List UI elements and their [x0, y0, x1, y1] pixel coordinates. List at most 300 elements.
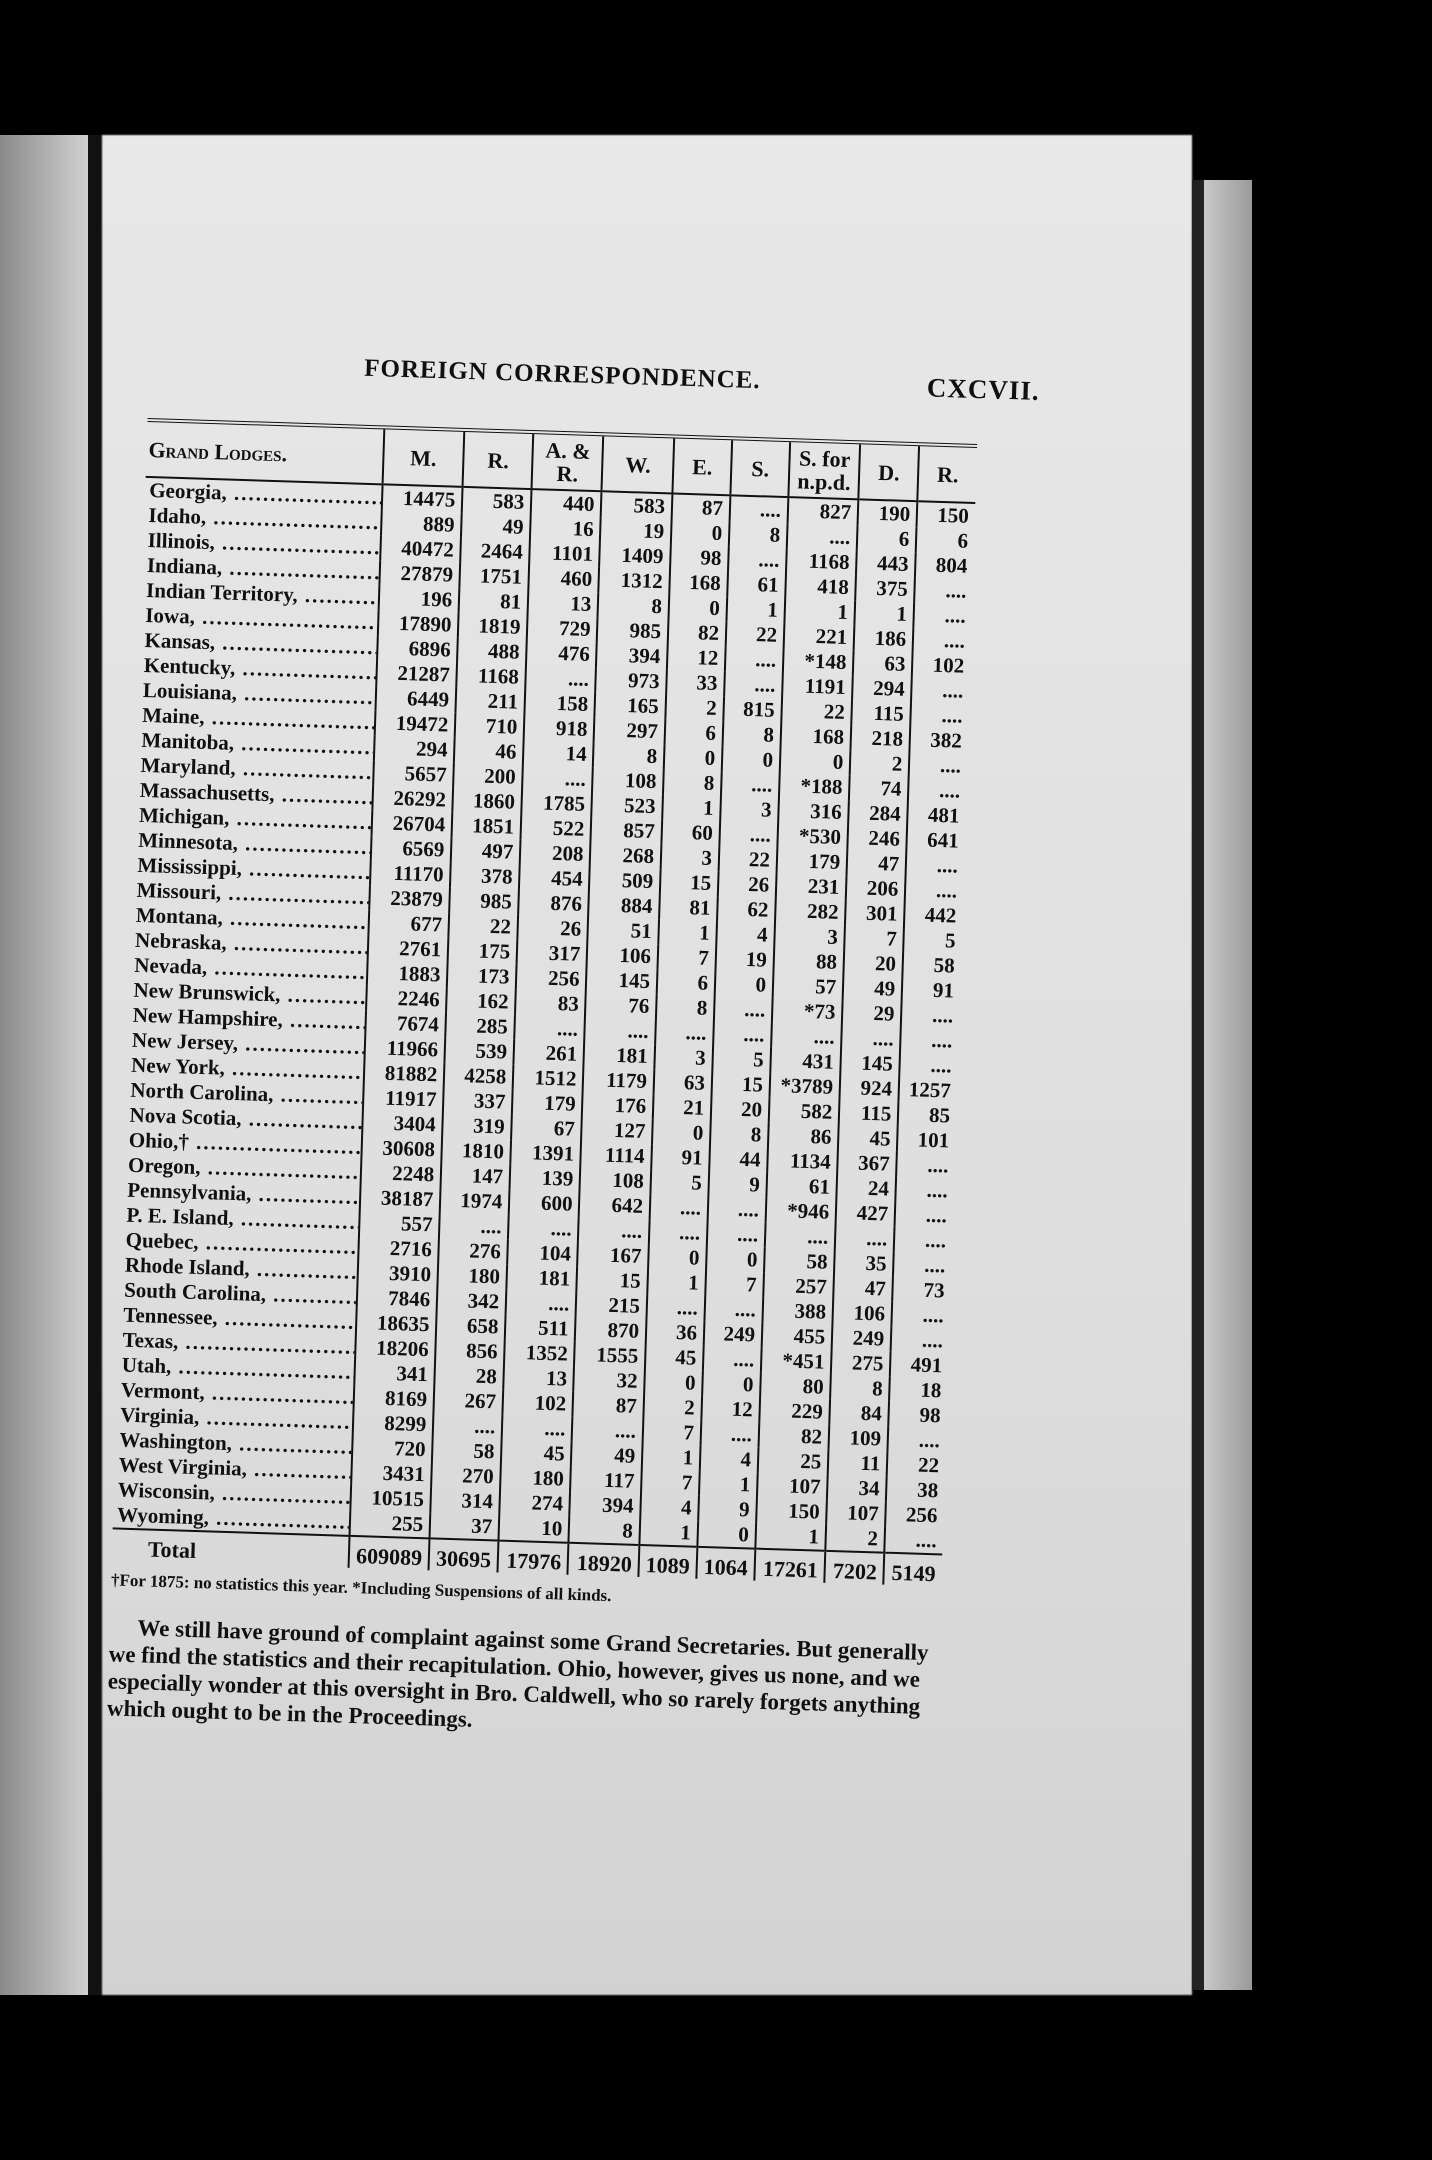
table-cell: 2761 — [367, 935, 448, 963]
table-cell: 22 — [887, 1452, 946, 1479]
table-cell: 0 — [697, 1521, 756, 1549]
table-cell: 1785 — [522, 790, 593, 817]
table-cell: 7 — [643, 1419, 702, 1446]
table-cell: .... — [906, 852, 965, 879]
grand-lodge-name: Maine, ..... — [142, 703, 375, 735]
table-cell: 25 — [758, 1448, 829, 1475]
table-cell: 180 — [500, 1465, 571, 1492]
grand-lodge-name: Mississippi, ..... — [137, 853, 370, 885]
table-cell: 1751 — [460, 563, 530, 590]
grand-lodge-name: Nebraska, ..... — [135, 928, 368, 960]
table-cell: 10515 — [350, 1485, 431, 1513]
total-cell: 1089 — [638, 1545, 697, 1579]
table-cell: 1312 — [599, 567, 670, 594]
table-cell: 316 — [778, 798, 849, 825]
table-cell: 641 — [907, 827, 966, 854]
table-cell: 677 — [368, 910, 449, 938]
grand-lodge-name: Montana, ..... — [136, 903, 369, 935]
table-cell: .... — [895, 1202, 954, 1229]
table-cell: .... — [721, 771, 780, 798]
table-cell: 62 — [717, 896, 776, 923]
table-cell: .... — [708, 1196, 767, 1223]
table-cell: 539 — [445, 1038, 515, 1065]
table-cell: 2464 — [460, 538, 530, 565]
table-cell: 26 — [718, 871, 777, 898]
grand-lodge-name: Massachusetts, ..... — [139, 778, 372, 810]
table-cell: 11170 — [370, 860, 451, 888]
table-cell: 1352 — [504, 1340, 575, 1367]
table-cell: 63 — [853, 650, 913, 677]
table-cell: 13 — [528, 590, 599, 617]
table-cell: 876 — [518, 890, 589, 917]
grand-lodge-name: Nova Scotia, ..... — [129, 1103, 362, 1135]
table-cell: 150 — [756, 1498, 827, 1525]
table-cell: 658 — [436, 1312, 506, 1339]
table-cell: .... — [896, 1152, 955, 1179]
table-cell: 8169 — [353, 1385, 434, 1413]
table-cell: 35 — [834, 1250, 894, 1277]
table-cell: 268 — [590, 842, 661, 869]
table-cell: 5657 — [373, 760, 454, 788]
table-cell: 0 — [644, 1369, 703, 1396]
table-cell: 884 — [589, 892, 660, 919]
table-cell: 98 — [670, 544, 729, 571]
table-cell: 1257 — [899, 1077, 958, 1104]
table-cell: 1179 — [583, 1067, 654, 1094]
table-cell: 0 — [664, 744, 723, 771]
table-cell: 173 — [447, 963, 517, 990]
table-cell: 91 — [651, 1144, 710, 1171]
table-cell: 13 — [503, 1365, 574, 1392]
table-cell: 1 — [699, 1471, 758, 1498]
table-cell: 2716 — [358, 1235, 439, 1263]
table-cell: 16 — [530, 515, 601, 542]
table-cell: 21287 — [376, 660, 457, 688]
grand-lodge-name: Kentucky, ..... — [143, 653, 376, 685]
table-cell: 12 — [701, 1396, 760, 1423]
table-cell: 5 — [650, 1169, 709, 1196]
table-cell: 256 — [885, 1502, 944, 1529]
table-cell: 7846 — [356, 1285, 437, 1313]
grand-lodge-name: New Hampshire, ..... — [132, 1003, 365, 1035]
table-cell: 973 — [596, 667, 667, 694]
table-cell: .... — [908, 777, 967, 804]
grand-lodge-name: Illinois, ..... — [147, 528, 380, 560]
table-cell: 11966 — [364, 1035, 445, 1063]
table-cell: 9 — [698, 1496, 757, 1523]
table-cell: 4 — [700, 1446, 759, 1473]
table-cell: 158 — [525, 690, 596, 717]
grand-lodge-name: West Virginia, ..... — [118, 1453, 351, 1485]
table-cell: *451 — [761, 1348, 832, 1375]
table-cell: 47 — [833, 1275, 893, 1302]
table-cell: 4 — [640, 1494, 699, 1521]
table-cell: *946 — [766, 1198, 837, 1225]
column-header-a-r: A. & R. — [532, 434, 604, 491]
table-cell: .... — [899, 1052, 958, 1079]
table-cell: 34 — [827, 1475, 887, 1502]
table-cell: 2248 — [360, 1160, 441, 1188]
table-cell: 1512 — [513, 1065, 584, 1092]
table-cell: 4258 — [444, 1063, 514, 1090]
table-cell: 8 — [593, 742, 664, 769]
table-footnote: †For 1875: no statistics this year. *Including Suspensions of all kinds. — [110, 1570, 612, 1606]
table-cell: 6569 — [370, 835, 451, 863]
table-cell: 2246 — [366, 985, 447, 1013]
table-cell: 270 — [431, 1462, 501, 1489]
table-cell: 8 — [723, 721, 782, 748]
table-cell: 15 — [660, 869, 719, 896]
table-cell: 175 — [448, 938, 518, 965]
table-cell: 165 — [595, 692, 666, 719]
table-cell: 18635 — [355, 1310, 436, 1338]
table-cell: 4 — [716, 921, 775, 948]
grand-lodge-name: Michigan, ..... — [139, 803, 372, 835]
table-cell: .... — [578, 1217, 649, 1244]
table-cell: 58 — [432, 1437, 502, 1464]
table-cell: 88 — [773, 948, 844, 975]
table-cell: .... — [913, 627, 972, 654]
table-cell: 208 — [520, 840, 591, 867]
table-cell: 147 — [441, 1163, 511, 1190]
table-cell: 294 — [852, 675, 912, 702]
table-cell: 6 — [665, 719, 724, 746]
grand-lodge-name: P. E. Island, ..... — [126, 1203, 359, 1235]
table-cell: 720 — [351, 1435, 432, 1463]
table-cell: 454 — [519, 865, 590, 892]
grand-lodge-name: Wisconsin, ..... — [117, 1478, 350, 1510]
table-cell: 29 — [842, 1000, 902, 1027]
total-cell: 30695 — [429, 1538, 499, 1572]
table-cell: 7 — [844, 925, 904, 952]
table-cell: 440 — [531, 489, 602, 517]
table-cell: 81 — [659, 894, 718, 921]
table-cell: 26704 — [371, 810, 452, 838]
table-cell: .... — [704, 1296, 763, 1323]
table-cell: 375 — [855, 575, 915, 602]
table-cell: *3789 — [770, 1073, 841, 1100]
table-cell: 38187 — [359, 1185, 440, 1213]
table-cell: 176 — [582, 1092, 653, 1119]
table-cell: 36 — [646, 1319, 705, 1346]
table-cell: 1555 — [574, 1342, 645, 1369]
table-cell: 26292 — [372, 785, 453, 813]
table-cell: 523 — [592, 792, 663, 819]
table-cell: 10 — [499, 1515, 570, 1543]
grand-lodge-name: Washington, ..... — [119, 1428, 352, 1460]
table-cell: 481 — [907, 802, 966, 829]
table-cell: 342 — [437, 1288, 507, 1315]
table-cell: 60 — [661, 819, 720, 846]
table-cell: 443 — [856, 550, 916, 577]
table-cell: 1883 — [366, 960, 447, 988]
table-cell: 7 — [705, 1271, 764, 1298]
table-cell: 11 — [828, 1450, 888, 1477]
page-number: CXCVII. — [926, 372, 1041, 406]
table-cell: 827 — [788, 497, 859, 525]
table-cell: 44 — [709, 1146, 768, 1173]
table-cell: .... — [572, 1417, 643, 1444]
table-cell: 20 — [844, 950, 904, 977]
table-cell: 15 — [577, 1267, 648, 1294]
table-cell: 857 — [591, 817, 662, 844]
table-cell: .... — [713, 1021, 772, 1048]
table-cell: 33 — [666, 669, 725, 696]
table-cell: 145 — [586, 967, 657, 994]
table-cell: 115 — [839, 1100, 899, 1127]
table-cell: 108 — [580, 1167, 651, 1194]
table-cell: .... — [901, 1002, 960, 1029]
table-cell: 261 — [514, 1040, 585, 1067]
table-cell: 274 — [500, 1490, 571, 1517]
table-cell: 82 — [668, 619, 727, 646]
table-cell: 45 — [501, 1440, 572, 1467]
table-cell: 179 — [512, 1090, 583, 1117]
table-cell: 57 — [773, 973, 844, 1000]
table-cell: 1168 — [786, 548, 857, 575]
table-cell: .... — [894, 1227, 953, 1254]
table-cell: 8 — [663, 769, 722, 796]
table-cell: 49 — [843, 975, 903, 1002]
table-cell: .... — [719, 821, 778, 848]
table-cell: 19472 — [374, 710, 455, 738]
grand-lodge-name: Oregon, ..... — [128, 1153, 361, 1185]
table-cell: 58 — [903, 952, 962, 979]
table-cell: .... — [885, 1527, 944, 1555]
table-cell: 22 — [449, 913, 519, 940]
table-cell: 6 — [916, 527, 975, 554]
table-cell: 30608 — [361, 1135, 442, 1163]
book-gutter — [88, 135, 102, 1995]
column-header-d: D. — [859, 444, 920, 501]
table-cell: .... — [905, 877, 964, 904]
table-cell: 3 — [661, 844, 720, 871]
table-cell: 249 — [704, 1321, 763, 1348]
grand-lodge-name: Quebec, ..... — [125, 1228, 358, 1260]
table-cell: 46 — [454, 738, 524, 765]
table-cell: 12 — [667, 644, 726, 671]
table-cell: 14 — [523, 740, 594, 767]
table-cell: 367 — [837, 1150, 897, 1177]
table-cell: 431 — [770, 1048, 841, 1075]
table-cell: .... — [585, 1017, 656, 1044]
table-cell: 1114 — [581, 1142, 652, 1169]
table-cell: 3 — [720, 796, 779, 823]
table-cell: 710 — [455, 713, 525, 740]
table-cell: .... — [914, 602, 973, 629]
table-cell: 6 — [857, 525, 917, 552]
table-cell: .... — [439, 1213, 509, 1240]
table-cell: 583 — [462, 487, 532, 515]
table-cell: 61 — [727, 571, 786, 598]
table-cell: 0 — [706, 1246, 765, 1273]
table-cell: 40472 — [380, 535, 461, 563]
table-cell: 511 — [505, 1315, 576, 1342]
table-cell: 81 — [459, 588, 529, 615]
table-cell: 256 — [516, 965, 587, 992]
column-header-w: W. — [602, 436, 674, 493]
table-cell: 8 — [598, 592, 669, 619]
table-cell: 180 — [438, 1263, 508, 1290]
table-cell: 257 — [763, 1273, 834, 1300]
table-cell: 804 — [915, 552, 974, 579]
table-cell: 196 — [378, 585, 459, 613]
grand-lodge-name: Missouri, ..... — [136, 878, 369, 910]
table-cell: 0 — [648, 1244, 707, 1271]
table-cell: .... — [896, 1177, 955, 1204]
table-cell: 218 — [851, 725, 911, 752]
table-cell: 2 — [643, 1394, 702, 1421]
table-cell: .... — [765, 1223, 836, 1250]
table-cell: 1819 — [458, 613, 528, 640]
table-cell: 106 — [833, 1300, 893, 1327]
table-cell: 179 — [777, 848, 848, 875]
table-cell: 18 — [889, 1377, 948, 1404]
table-cell: 21 — [653, 1094, 712, 1121]
page-content — [106, 340, 1050, 1773]
table-cell: 150 — [917, 501, 976, 529]
table-cell: 282 — [775, 898, 846, 925]
table-cell: 139 — [510, 1165, 581, 1192]
table-cell: .... — [725, 646, 784, 673]
table-cell: .... — [911, 677, 970, 704]
table-cell: 557 — [359, 1210, 440, 1238]
table-cell: .... — [728, 546, 787, 573]
table-cell: *188 — [779, 773, 850, 800]
table-cell: 11917 — [362, 1085, 443, 1113]
table-cell: .... — [909, 752, 968, 779]
table-cell: 1 — [658, 919, 717, 946]
total-cell: 17261 — [754, 1549, 825, 1583]
table-cell: 246 — [848, 825, 908, 852]
table-cell: 856 — [435, 1337, 505, 1364]
table-cell: 91 — [902, 977, 961, 1004]
table-cell: 9 — [708, 1171, 767, 1198]
table-cell: 22 — [781, 698, 852, 725]
grand-lodge-name: Wyoming, ..... — [117, 1503, 350, 1536]
table-cell: 145 — [840, 1050, 900, 1077]
table-cell: 181 — [584, 1042, 655, 1069]
grand-lodge-name: Virginia, ..... — [120, 1403, 353, 1435]
table-cell: 1974 — [440, 1188, 510, 1215]
table-cell: 815 — [723, 696, 782, 723]
table-cell: .... — [893, 1252, 952, 1279]
table-cell: 3 — [774, 923, 845, 950]
table-cell: 918 — [524, 715, 595, 742]
table-cell: 38 — [886, 1477, 945, 1504]
table-cell: 8 — [656, 994, 715, 1021]
table-cell: 382 — [910, 727, 969, 754]
table-cell: .... — [891, 1327, 950, 1354]
table-cell: 341 — [354, 1360, 435, 1388]
grand-lodge-name: Ohio,† ..... — [128, 1128, 361, 1160]
table-cell: 104 — [507, 1240, 578, 1267]
grand-lodge-name: New Jersey, ..... — [132, 1028, 365, 1060]
table-cell: 491 — [890, 1352, 949, 1379]
grand-lodge-name: Pennsylvania, ..... — [127, 1178, 360, 1210]
table-cell: 297 — [594, 717, 665, 744]
table-cell: 1851 — [452, 813, 522, 840]
table-cell: .... — [522, 765, 593, 792]
table-cell: 249 — [832, 1325, 892, 1352]
table-cell: 1 — [726, 596, 785, 623]
table-cell: 74 — [849, 775, 909, 802]
grand-lodge-name: Idaho, ..... — [148, 503, 381, 535]
table-cell: 80 — [760, 1373, 831, 1400]
table-cell: 0 — [722, 746, 781, 773]
table-cell: 583 — [601, 491, 672, 519]
table-cell: 200 — [453, 763, 523, 790]
table-cell: .... — [707, 1221, 766, 1248]
table-cell: 67 — [511, 1115, 582, 1142]
table-cell: 427 — [836, 1200, 896, 1227]
table-cell: 211 — [456, 688, 526, 715]
table-cell: 32 — [574, 1367, 645, 1394]
table-cell: .... — [701, 1421, 760, 1448]
table-cell: 101 — [897, 1127, 956, 1154]
table-cell: 49 — [571, 1442, 642, 1469]
table-cell: 167 — [578, 1242, 649, 1269]
table-cell: 37 — [430, 1512, 500, 1540]
table-cell: .... — [888, 1427, 947, 1454]
grand-lodge-name: Iowa, ..... — [145, 603, 378, 634]
table-cell: 186 — [854, 625, 914, 652]
table-cell: 168 — [669, 569, 728, 596]
table-cell: 442 — [904, 902, 963, 929]
table-cell: 85 — [898, 1102, 957, 1129]
grand-lodge-name: Tennessee, ..... — [123, 1303, 356, 1335]
table-cell: 889 — [381, 510, 462, 538]
grand-lodge-name: North Carolina, ..... — [130, 1078, 363, 1110]
table-cell: 221 — [784, 623, 855, 650]
table-cell: 8 — [729, 521, 788, 548]
table-cell: .... — [841, 1025, 901, 1052]
table-cell: 1391 — [511, 1140, 582, 1167]
table-cell: 394 — [570, 1492, 641, 1519]
table-cell: 3 — [654, 1044, 713, 1071]
table-cell: 1 — [784, 598, 855, 625]
total-cell: 5149 — [884, 1553, 943, 1587]
table-cell: 1 — [855, 600, 915, 627]
grand-lodge-name: Vermont, ..... — [121, 1378, 354, 1410]
table-cell: 58 — [764, 1248, 835, 1275]
table-body — [113, 477, 976, 1555]
table-cell: 87 — [672, 493, 731, 521]
table-cell: 22 — [719, 846, 778, 873]
table-cell: 1191 — [782, 673, 853, 700]
column-header-e: E. — [672, 439, 732, 496]
grand-lodge-name: New Brunswick, ..... — [133, 978, 366, 1010]
grand-lodge-name: South Carolina, ..... — [124, 1278, 357, 1310]
statistics-table — [112, 422, 977, 1587]
table-cell: 314 — [431, 1487, 501, 1514]
column-header-m: M. — [382, 429, 464, 487]
table-cell: 1 — [647, 1269, 706, 1296]
table-cell: 337 — [443, 1088, 513, 1115]
grand-lodge-name: Indian Territory, ..... — [146, 578, 379, 610]
table-cell: 3404 — [362, 1110, 443, 1138]
total-cell: 17976 — [498, 1541, 569, 1575]
table-cell: 294 — [373, 735, 454, 763]
table-cell: 109 — [829, 1425, 889, 1452]
total-cell: 18920 — [568, 1543, 640, 1577]
table-cell: 6 — [657, 969, 716, 996]
table-cell: .... — [724, 671, 783, 698]
table-cell: 455 — [762, 1323, 833, 1350]
table-cell: 2 — [665, 694, 724, 721]
table-cell: 106 — [587, 942, 658, 969]
table-cell: .... — [655, 1019, 714, 1046]
